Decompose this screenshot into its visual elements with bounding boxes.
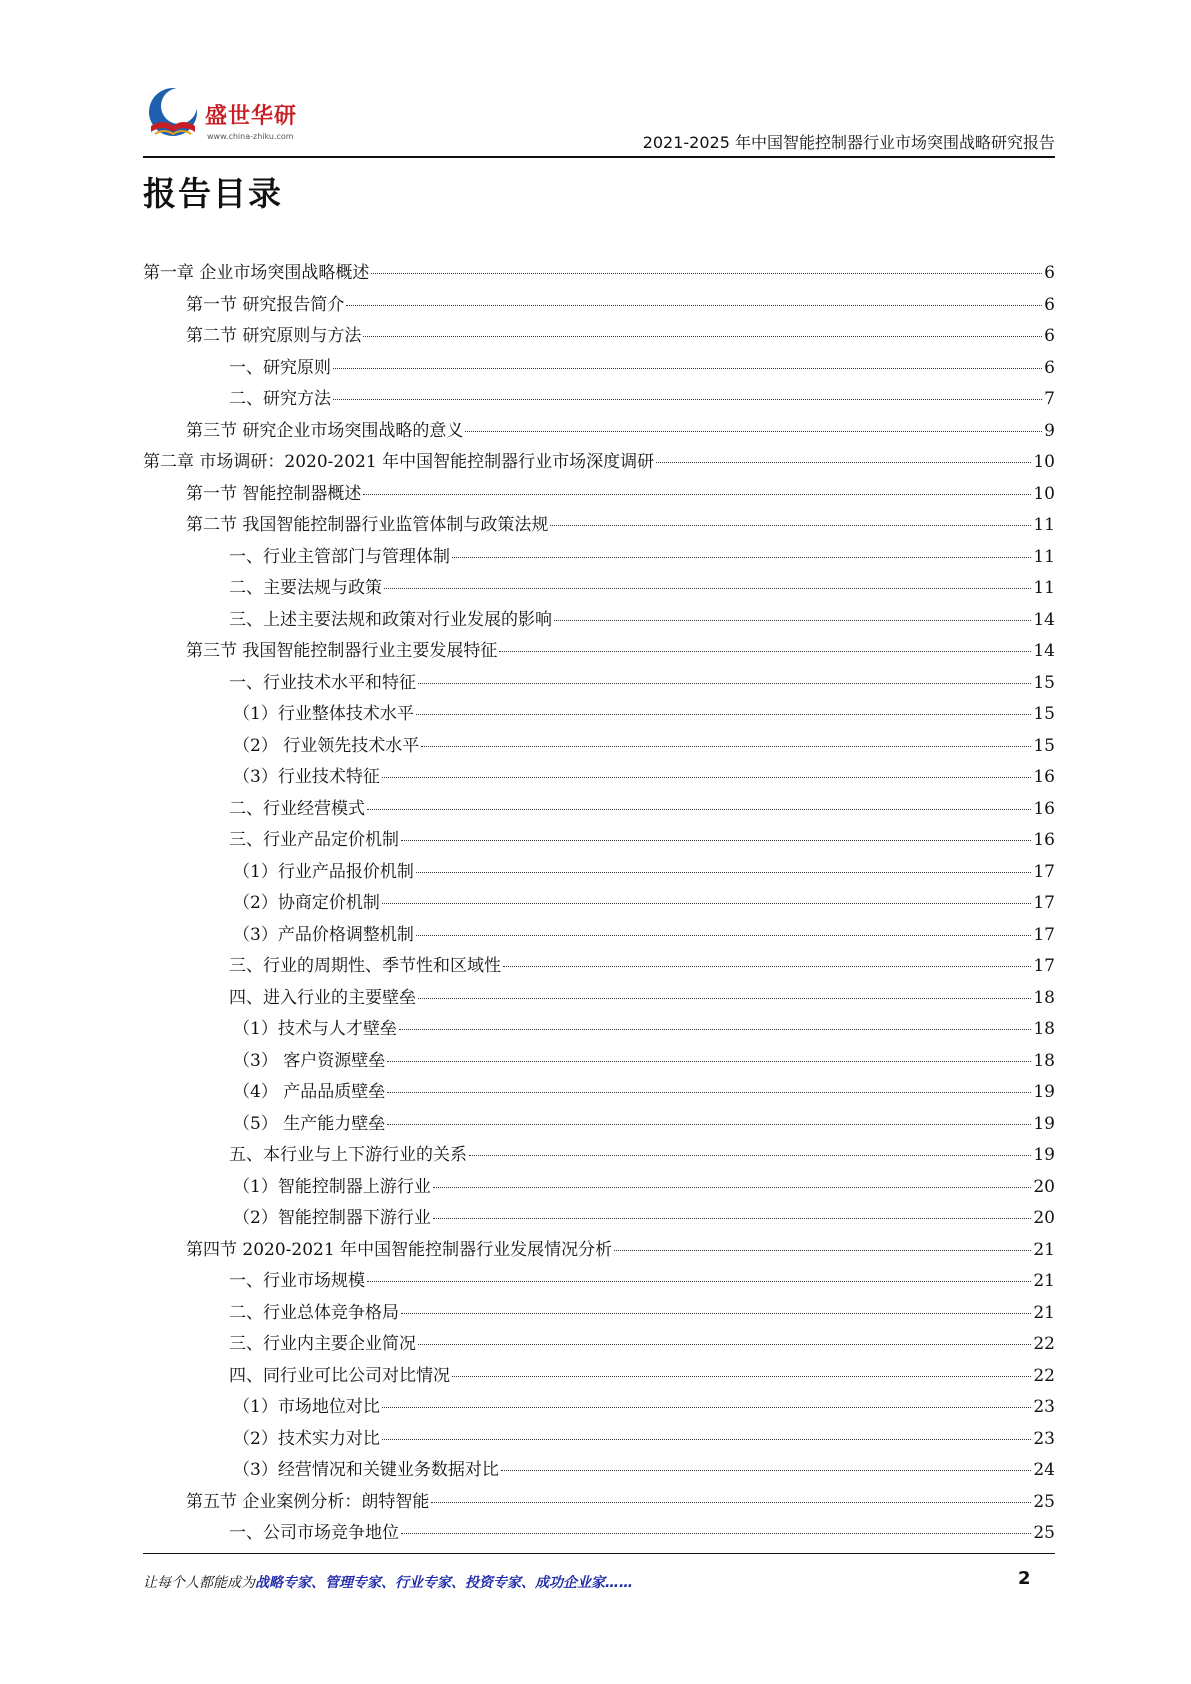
toc-entry[interactable] [143, 416, 1055, 448]
toc-entry-page: 18 [1033, 987, 1055, 1008]
toc-entry-page: 23 [1033, 1428, 1055, 1449]
toc-entry-label: （2）技术实力对比 [233, 1428, 380, 1449]
toc-entry-page: 6 [1044, 263, 1055, 283]
toc-entry-label: （1）智能控制器上游行业 [233, 1176, 431, 1197]
toc-entry[interactable] [143, 479, 1055, 511]
toc-entry[interactable] [143, 951, 1055, 983]
toc-dot-leader [367, 808, 1031, 810]
toc-entry-page: 19 [1033, 1145, 1055, 1165]
toc-entry-label: （1）行业整体技术水平 [233, 704, 414, 724]
toc-entry-label: 第二节 研究原则与方法 [186, 326, 362, 346]
toc-entry-label: （3） 客户资源壁垒 [233, 1050, 386, 1071]
toc-entry[interactable] [143, 731, 1055, 763]
toc-entry[interactable] [143, 384, 1055, 416]
toc-entry[interactable] [143, 321, 1055, 353]
toc-dot-leader [499, 650, 1031, 652]
toc-entry-page: 11 [1033, 515, 1055, 535]
toc-entry-label: （1）行业产品报价机制 [233, 861, 414, 882]
toc-entry[interactable] [143, 794, 1055, 826]
toc-entry-page: 6 [1044, 294, 1055, 315]
toc-dot-leader [418, 682, 1031, 684]
toc-entry-page: 16 [1033, 830, 1055, 850]
toc-entry-label: 一、公司市场竞争地位 [229, 1523, 399, 1543]
toc-entry[interactable] [143, 1077, 1055, 1109]
toc-entry[interactable] [143, 1487, 1055, 1519]
toc-entry-label: 一、研究原则 [229, 357, 331, 378]
toc-entry-page: 16 [1033, 767, 1055, 787]
toc-dot-leader [363, 335, 1042, 337]
toc-entry-label: 一、行业技术水平和特征 [229, 672, 416, 693]
toc-entry[interactable] [143, 1266, 1055, 1298]
toc-entry-label: 二、研究方法 [229, 389, 331, 409]
page-number: 2 [1018, 1568, 1031, 1589]
toc-dot-leader [433, 1217, 1032, 1219]
toc-dot-leader [416, 713, 1032, 715]
toc-entry[interactable] [143, 542, 1055, 574]
toc-entry[interactable] [143, 353, 1055, 385]
toc-entry[interactable] [143, 1424, 1055, 1456]
report-title: 2021-2025 年中国智能控制器行业市场突围战略研究报告 [642, 133, 1055, 152]
toc-dot-leader [503, 965, 1031, 967]
table-of-contents [143, 258, 1055, 1550]
toc-dot-leader [346, 304, 1042, 306]
toc-dot-leader [416, 934, 1032, 936]
toc-dot-leader [384, 587, 1031, 589]
toc-entry-label: 第五节 企业案例分析：朗特智能 [186, 1491, 430, 1512]
toc-entry[interactable] [143, 1235, 1055, 1267]
toc-dot-leader [433, 1186, 1032, 1188]
footer-slogan [143, 1572, 633, 1592]
toc-entry-label: 二、行业经营模式 [229, 798, 365, 819]
toc-entry[interactable] [143, 573, 1055, 605]
toc-dot-leader [416, 871, 1032, 873]
toc-entry[interactable] [143, 290, 1055, 322]
toc-entry[interactable] [143, 1172, 1055, 1204]
toc-entry-page: 25 [1033, 1491, 1055, 1512]
toc-entry-label: 第一节 研究报告简介 [186, 294, 345, 315]
toc-entry-page: 19 [1033, 1113, 1055, 1134]
toc-dot-leader [363, 493, 1031, 495]
toc-entry-label: （3）行业技术特征 [233, 767, 380, 787]
toc-entry-page: 11 [1033, 546, 1055, 567]
toc-dot-leader [421, 745, 1031, 747]
toc-entry[interactable] [143, 1392, 1055, 1424]
toc-entry[interactable] [143, 605, 1055, 637]
toc-entry[interactable] [143, 920, 1055, 952]
toc-entry-page: 6 [1044, 326, 1055, 346]
toc-entry-page: 23 [1033, 1397, 1055, 1417]
toc-entry[interactable] [143, 258, 1055, 290]
footer-divider [143, 1553, 1055, 1554]
toc-entry-page: 22 [1033, 1365, 1055, 1386]
toc-entry-label: 第二章 市场调研：2020-2021 年中国智能控制器行业市场深度调研 [143, 452, 655, 472]
toc-entry[interactable] [143, 636, 1055, 668]
toc-entry-page: 18 [1033, 1050, 1055, 1071]
toc-dot-leader [387, 1091, 1031, 1093]
toc-entry-label: （4） 产品品质壁垒 [233, 1082, 386, 1102]
toc-entry-page: 17 [1033, 893, 1055, 913]
toc-entry-page: 17 [1033, 924, 1055, 945]
toc-dot-leader [333, 398, 1042, 400]
toc-entry-page: 9 [1044, 420, 1055, 441]
toc-dot-leader [401, 1532, 1031, 1534]
toc-entry-page: 10 [1033, 483, 1055, 504]
toc-entry-label: 二、行业总体竞争格局 [229, 1302, 399, 1323]
toc-entry-label: 四、进入行业的主要壁垒 [229, 987, 416, 1008]
toc-entry-page: 10 [1033, 452, 1055, 472]
toc-entry-label: 三、行业内主要企业简况 [229, 1334, 416, 1354]
toc-dot-leader [554, 619, 1031, 621]
toc-entry-page: 14 [1033, 609, 1055, 630]
toc-entry-page: 15 [1033, 672, 1055, 693]
toc-entry[interactable] [143, 1140, 1055, 1172]
toc-entry-label: 第一章 企业市场突围战略概述 [143, 263, 370, 283]
toc-entry[interactable] [143, 825, 1055, 857]
toc-entry-page: 24 [1033, 1460, 1055, 1480]
toc-entry[interactable] [143, 447, 1055, 479]
toc-entry[interactable] [143, 1455, 1055, 1487]
toc-dot-leader [452, 556, 1031, 558]
toc-dot-leader [401, 1312, 1031, 1314]
toc-entry-page: 25 [1033, 1523, 1055, 1543]
toc-dot-leader [371, 272, 1042, 274]
toc-dot-leader [382, 1406, 1032, 1408]
toc-dot-leader [418, 1343, 1031, 1345]
toc-entry-page: 6 [1044, 357, 1055, 378]
toc-entry[interactable] [143, 983, 1055, 1015]
slogan-prefix: 让每个人都能成为 [143, 1575, 255, 1591]
toc-entry-page: 21 [1033, 1302, 1055, 1323]
logo-emblem-icon [143, 82, 203, 152]
toc-entry-label: 四、同行业可比公司对比情况 [229, 1365, 450, 1386]
header-divider [143, 156, 1055, 158]
toc-entry-label: （1）技术与人才壁垒 [233, 1019, 397, 1039]
toc-dot-leader [382, 776, 1032, 778]
toc-entry-label: 一、行业主管部门与管理体制 [229, 546, 450, 567]
toc-entry[interactable] [143, 668, 1055, 700]
toc-dot-leader [501, 1469, 1032, 1471]
toc-dot-leader [401, 839, 1031, 841]
toc-entry-page: 17 [1033, 956, 1055, 976]
toc-entry-label: 第一节 智能控制器概述 [186, 483, 362, 504]
toc-entry[interactable] [143, 857, 1055, 889]
toc-entry[interactable] [143, 1014, 1055, 1046]
toc-entry[interactable] [143, 1298, 1055, 1330]
toc-entry-page: 18 [1033, 1019, 1055, 1039]
toc-entry-page: 20 [1033, 1176, 1055, 1197]
toc-dot-leader [431, 1501, 1031, 1503]
toc-entry-page: 11 [1033, 578, 1055, 598]
company-logo [143, 82, 373, 152]
toc-entry[interactable] [143, 510, 1055, 542]
toc-entry[interactable] [143, 888, 1055, 920]
toc-entry-page: 7 [1044, 389, 1055, 409]
toc-dot-leader [550, 524, 1031, 526]
toc-entry-page: 22 [1033, 1334, 1055, 1354]
toc-entry[interactable] [143, 1329, 1055, 1361]
toc-entry-label: 三、上述主要法规和政策对行业发展的影响 [229, 609, 552, 630]
toc-entry-page: 14 [1033, 641, 1055, 661]
toc-dot-leader [418, 997, 1031, 999]
toc-dot-leader [382, 902, 1032, 904]
toc-entry-page: 16 [1033, 798, 1055, 819]
toc-entry-page: 20 [1033, 1208, 1055, 1228]
toc-entry[interactable] [143, 699, 1055, 731]
toc-entry-label: （2）智能控制器下游行业 [233, 1208, 431, 1228]
toc-entry[interactable] [143, 1361, 1055, 1393]
toc-entry-label: 三、行业的周期性、季节性和区域性 [229, 956, 501, 976]
toc-entry[interactable] [143, 1518, 1055, 1550]
toc-entry-page: 21 [1033, 1239, 1055, 1260]
toc-dot-leader [382, 1438, 1032, 1440]
toc-dot-leader [452, 1375, 1031, 1377]
toc-entry-label: （3）经营情况和关键业务数据对比 [233, 1460, 499, 1480]
toc-entry-label: （2） 行业领先技术水平 [233, 735, 420, 756]
toc-entry-label: 五、本行业与上下游行业的关系 [229, 1145, 467, 1165]
toc-entry-label: 三、行业产品定价机制 [229, 830, 399, 850]
toc-entry-page: 15 [1033, 735, 1055, 756]
toc-entry-label: （2）协商定价机制 [233, 893, 380, 913]
logo-name: 盛世华研 [205, 104, 298, 129]
toc-entry[interactable] [143, 1109, 1055, 1141]
toc-entry-page: 15 [1033, 704, 1055, 724]
toc-dot-leader [387, 1060, 1031, 1062]
toc-dot-leader [399, 1028, 1032, 1030]
toc-entry[interactable] [143, 762, 1055, 794]
toc-entry-label: 一、行业市场规模 [229, 1271, 365, 1291]
toc-entry-label: （1）市场地位对比 [233, 1397, 380, 1417]
toc-entry-label: （5） 生产能力壁垒 [233, 1113, 386, 1134]
toc-entry-label: 第二节 我国智能控制器行业监管体制与政策法规 [186, 515, 549, 535]
toc-dot-leader [469, 1154, 1031, 1156]
toc-entry-label: 第四节 2020-2021 年中国智能控制器行业发展情况分析 [186, 1239, 613, 1260]
page-header [143, 80, 1055, 158]
toc-entry-page: 17 [1033, 861, 1055, 882]
logo-url: www.china-zhiku.com [207, 132, 294, 141]
toc-entry-label: 第三节 我国智能控制器行业主要发展特征 [186, 641, 498, 661]
page-title: 报告目录 [143, 174, 283, 213]
toc-dot-leader [465, 430, 1042, 432]
toc-entry-page: 19 [1033, 1082, 1055, 1102]
toc-dot-leader [367, 1280, 1031, 1282]
toc-entry-label: （3）产品价格调整机制 [233, 924, 414, 945]
toc-entry-label: 第三节 研究企业市场突围战略的意义 [186, 420, 464, 441]
toc-entry-label: 二、主要法规与政策 [229, 578, 382, 598]
toc-dot-leader [656, 461, 1031, 463]
toc-dot-leader [333, 367, 1042, 369]
slogan-emphasis: 战略专家、管理专家、行业专家、投资专家、成功企业家…… [255, 1575, 633, 1591]
toc-entry[interactable] [143, 1046, 1055, 1078]
toc-dot-leader [387, 1123, 1031, 1125]
toc-entry[interactable] [143, 1203, 1055, 1235]
toc-entry-page: 21 [1033, 1271, 1055, 1291]
toc-dot-leader [614, 1249, 1031, 1251]
